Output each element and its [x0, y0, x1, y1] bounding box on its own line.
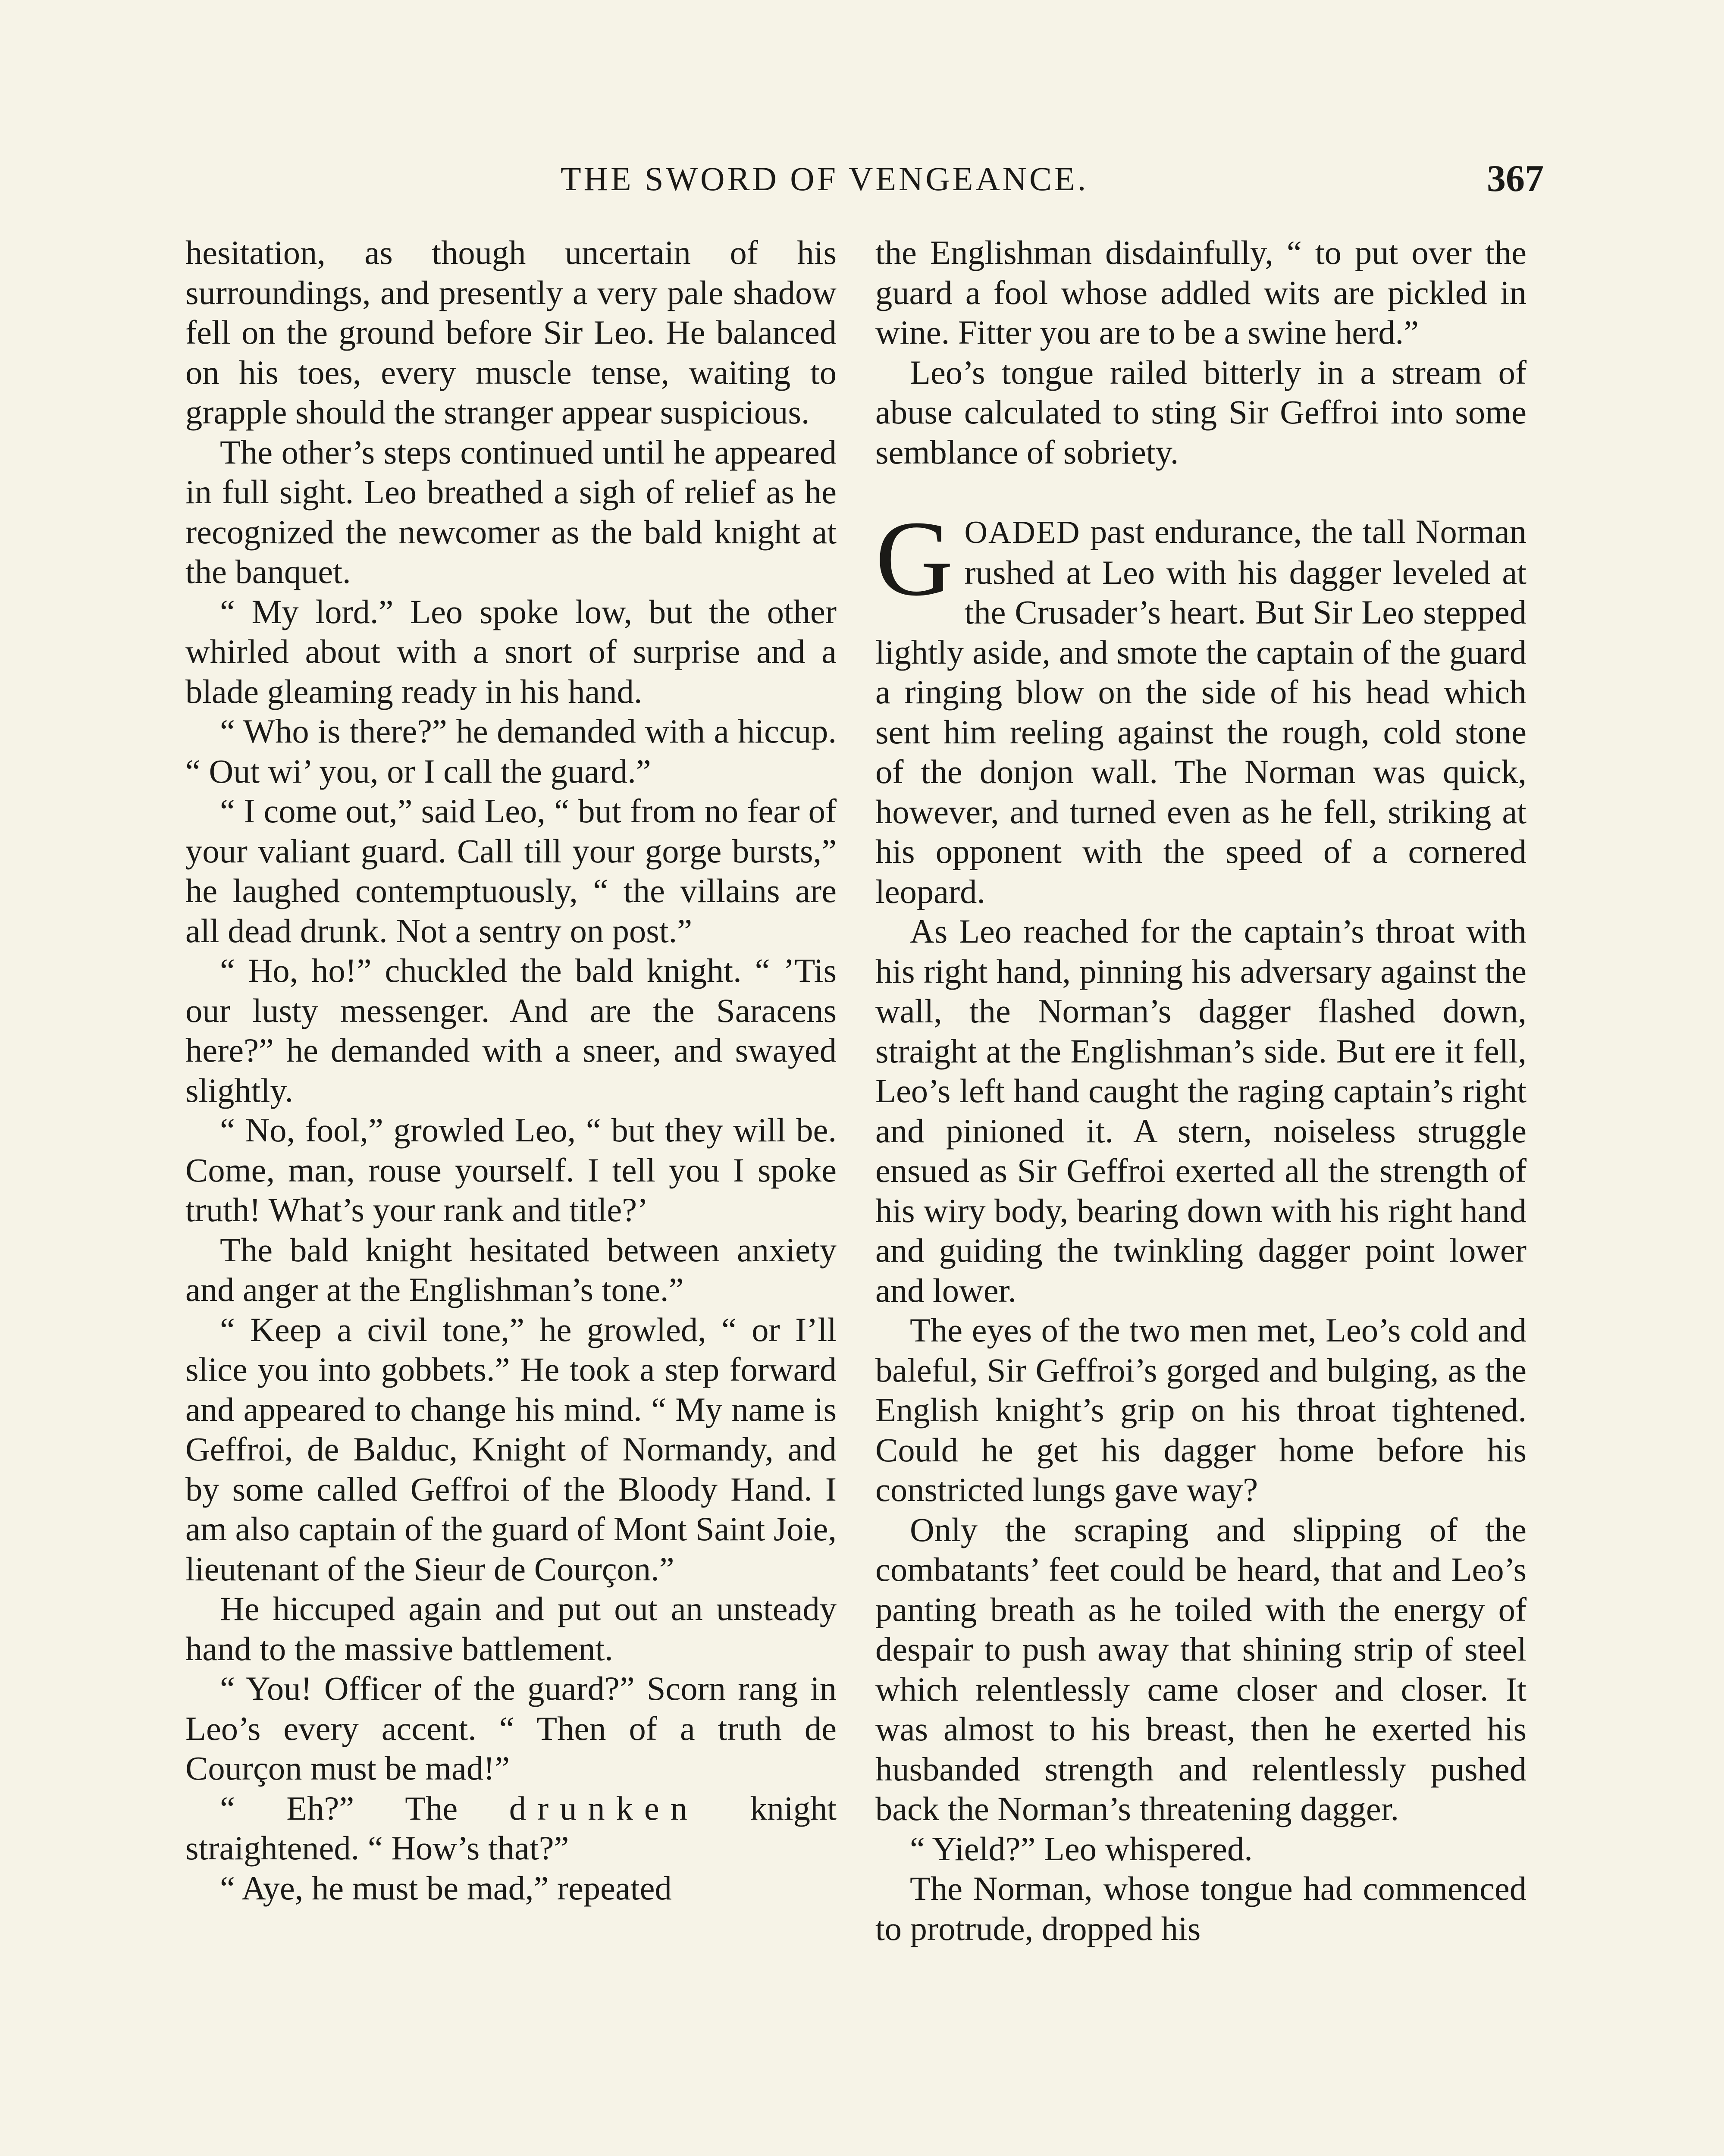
left-column	[185, 233, 837, 1908]
text-run: knight straightened. “ How’s that?”	[185, 1789, 837, 1867]
paragraph: “ My lord.” Leo spoke low, but the other whirled about with a snort of surprise and a blade gleaming ready in his hand.	[185, 592, 837, 710]
paragraph: The other’s steps continued until he appeared in full sight. Leo breathed a sigh of relief as he recognized the newcomer as the bald knight at the banquet.	[185, 433, 837, 590]
letterspaced-word: drunken	[509, 1789, 699, 1827]
paragraph: “ You! Officer of the guard?” Scorn rang in Leo’s every accent. “ Then of a truth de Courçon must be mad!”	[185, 1670, 837, 1787]
paragraph: The bald knight hesitated between anxiety and anger at the Englishman’s tone.”	[185, 1231, 837, 1308]
text-run: past endurance, the tall Norman rushed at Leo with his dagger leveled at the Crusader’s heart. But Sir Leo stepped lightly aside, and smote the captain of the guard a ringing blow on the side of his head which sent him reeling against the rough, cold stone of the donjon wall. The Norman was quick, however, and turned even as he fell, striking at his opponent with the speed of a cornered leopard.	[875, 513, 1527, 910]
lead-in-caps: OADED	[964, 515, 1081, 550]
paragraph: “ Keep a civil tone,” he growled, “ or I’ll slice you into gobbets.” He took a step forward and appeared to change his mind. “ My name is Geffroi, de Balduc, Knight of Normandy, and by some called Geffroi of the Bloody Hand. I am also captain of the guard of Mont Saint Joie, lieutenant of the Sieur de Courçon.”	[185, 1310, 837, 1588]
section-opening-paragraph	[875, 499, 1527, 912]
paragraph	[185, 1789, 837, 1868]
paragraph: the Englishman disdainfully, “ to put over the guard a fool whose addled wits are pickled in wine. Fitter you are to be a swine herd.”	[875, 234, 1527, 351]
paragraph: hesitation, as though uncertain of his surroundings, and presently a very pale shadow fell on the ground before Sir Leo. He balanced on his toes, every muscle tense, waiting to grapple should the stranger appear suspicious.	[185, 234, 837, 431]
paragraph: “ I come out,” said Leo, “ but from no fear of your valiant guard. Call till your gorge bursts,” he laughed contemptuously, “ the villains are all dead drunk. Not a sentry on post.”	[185, 792, 837, 950]
paragraph: “ Who is there?” he demanded with a hiccup. “ Out wi’ you, or I call the guard.”	[185, 712, 837, 790]
page-number: 367	[1487, 158, 1544, 200]
drop-cap: G	[875, 499, 953, 618]
paragraph: The Norman, whose tongue had commenced to protrude, dropped his	[875, 1870, 1527, 1947]
paragraph: Leo’s tongue railed bitterly in a stream of abuse calculated to sting Sir Geffroi into some semblance of sobriety.	[875, 353, 1527, 471]
right-column	[875, 233, 1527, 1949]
page-header	[185, 160, 1544, 211]
running-title: THE SWORD OF VENGEANCE.	[561, 160, 1089, 197]
paragraph: The eyes of the two men met, Leo’s cold and baleful, Sir Geffroi’s gorged and bulging, as the English knight’s grip on his throat tightened. Could he get his dagger home before his constricted lungs gave way?	[875, 1311, 1527, 1508]
paragraph: “ Yield?” Leo whispered.	[910, 1830, 1253, 1868]
paragraph: “ Ho, ho!” chuckled the bald knight. “ ’Tis our lusty messenger. And are the Saracens here?” he demanded with a sneer, and swayed slightly.	[185, 952, 837, 1109]
paragraph: “ Aye, he must be mad,” repeated	[220, 1869, 672, 1907]
paragraph: As Leo reached for the captain’s throat with his right hand, pinning his adversary against the wall, the Norman’s dagger flashed down, straight at the Englishman’s side. But ere it fell, Leo’s left hand caught the raging captain’s right and pinioned it. A stern, noiseless struggle ensued as Sir Geffroi exerted all the strength of his wiry body, bearing down with his right hand and guiding the twinkling dagger point lower and lower.	[875, 912, 1527, 1309]
paragraph: Only the scraping and slipping of the combatants’ feet could be heard, that and Leo’s panting breath as he toiled with the energy of despair to push away that shining strip of steel which relentlessly came closer and closer. It was almost to his breast, then he exerted his husbanded strength and relentlessly pushed back the Norman’s threatening dagger.	[875, 1510, 1527, 1827]
paragraph: “ No, fool,” growled Leo, “ but they will be. Come, man, rouse yourself. I tell you I spoke truth! What’s your rank and title?’	[185, 1111, 837, 1228]
text-run: “ Eh?” The	[220, 1789, 509, 1827]
paragraph: He hiccuped again and put out an unsteady hand to the massive battlement.	[185, 1590, 837, 1667]
